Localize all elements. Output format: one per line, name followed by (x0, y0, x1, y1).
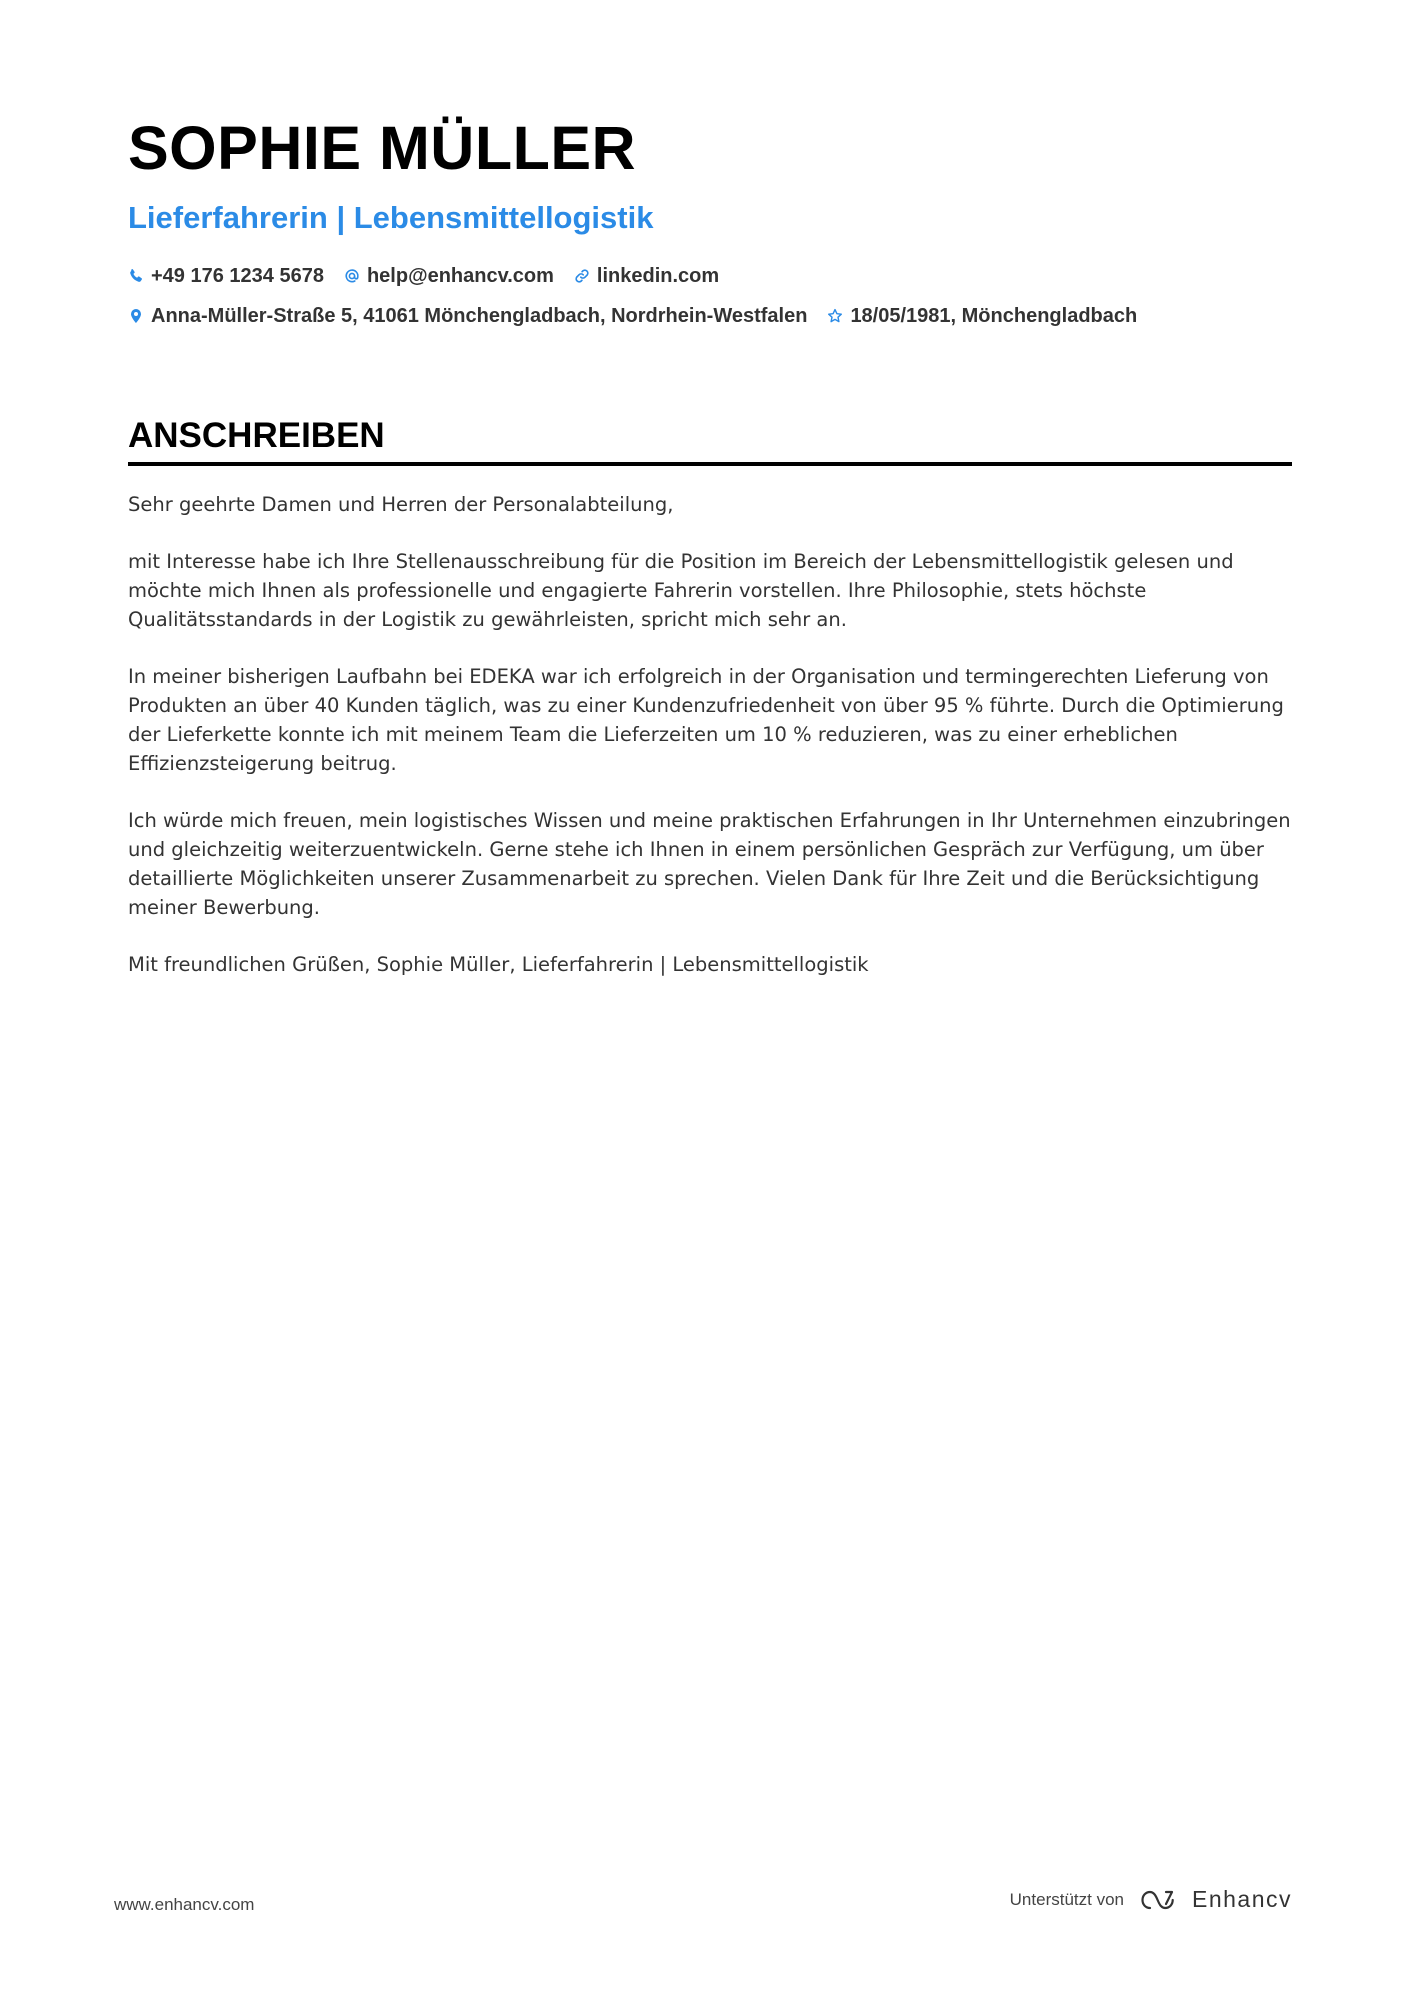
star-icon (827, 308, 843, 324)
letter-paragraph: mit Interesse habe ich Ihre Stellenausschreibung für die Position im Bereich der Lebensmittellogistik gelesen und möchte mich Ihnen als professionelle und engagierte Fahrerin vorstellen. Ihre Philosophie, stets höchste Qualitätsstandards in der Logistik zu gewährleisten, spricht mich sehr an. (128, 550, 1234, 631)
section-title: ANSCHREIBEN (128, 416, 385, 455)
phone-number: +49 176 1234 5678 (151, 264, 324, 287)
letter-paragraph: Ich würde mich freuen, mein logistisches Wissen und meine praktischen Erfahrungen in Ihr Unternehmen einzubringen und gleichzeitig weiterzuentwickeln. Gerne stehe ich Ihnen in einem persönlichen Gespräch zur Verfügung, um über detaillierte Möglichkeiten unserer Zusammenarbeit zu sprechen. Vielen Dank für Ihre Zeit und die Berücksichtigung meiner Bewerbung. (128, 809, 1291, 919)
contact-row-2 (128, 296, 1292, 336)
contact-birth (827, 305, 1137, 328)
cover-letter-section (128, 414, 1292, 979)
contact-row-1 (128, 256, 1292, 296)
enhancv-logo-icon (1136, 1887, 1180, 1913)
footer-website[interactable]: www.enhancv.com (114, 1895, 255, 1914)
address: Anna-Müller-Straße 5, 41061 Mönchengladbach, Nordrhein-Westfalen (151, 304, 808, 327)
letter-salutation: Sehr geehrte Damen und Herren der Personalabteilung, (128, 493, 674, 516)
cover-letter-page (128, 108, 1292, 1007)
contact-linkedin (574, 265, 719, 288)
brand-name: Enhancv (1191, 1886, 1292, 1912)
letter-paragraph: In meiner bisherigen Laufbahn bei EDEKA war ich erfolgreich in der Organisation und termingerechten Lieferung von Produkten an über 40 Kunden täglich, was zu einer Kundenzufriedenheit von über 95 % führte. Durch die Optimierung der Lieferkette konnte ich mit meinem Team die Lieferzeiten um 10 % reduzieren, was zu einer erheblichen Effizienzsteigerung beitrug. (128, 665, 1284, 775)
powered-by-label: Unterstützt von (1009, 1889, 1124, 1909)
link-icon (574, 268, 590, 284)
contact-email (344, 265, 554, 288)
map-pin-icon (128, 308, 144, 324)
linkedin-link: linkedin.com (596, 264, 720, 287)
birth-info: 18/05/1981, Mönchengladbach (850, 304, 1138, 327)
section-divider (128, 462, 1292, 466)
contact-info (128, 256, 1292, 336)
at-icon (344, 268, 360, 284)
letter-body (128, 490, 1292, 979)
applicant-title: Lieferfahrerin | Lebensmittellogistik (128, 200, 654, 235)
phone-icon (128, 268, 144, 284)
footer-branding (1010, 1886, 1292, 1913)
contact-phone (128, 265, 324, 288)
letter-closing: Mit freundlichen Grüßen, Sophie Müller, Lieferfahrerin | Lebensmittellogistik (128, 953, 869, 976)
email-address: help@enhancv.com (366, 264, 554, 287)
contact-address (128, 305, 807, 328)
applicant-name: SOPHIE MÜLLER (128, 114, 637, 182)
